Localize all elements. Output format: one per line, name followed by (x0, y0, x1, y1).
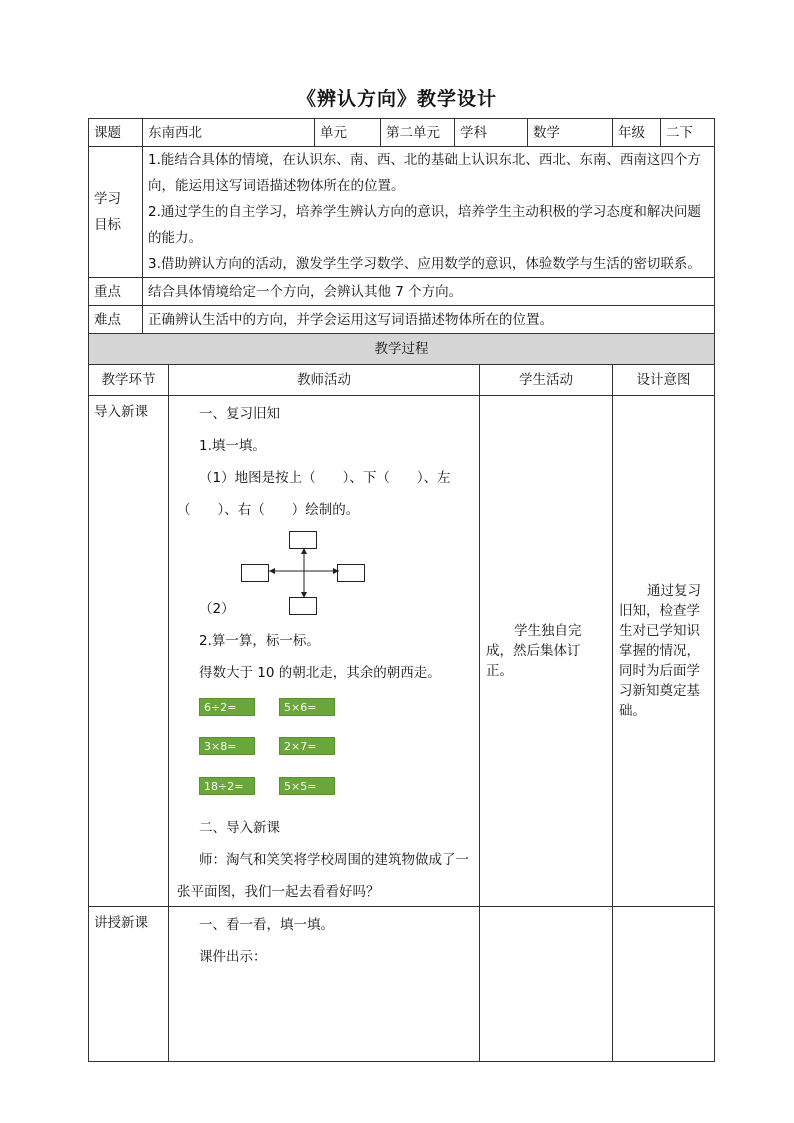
key-point-text: 结合具体情境给定一个方向，会辨认其他 7 个方向。 (143, 278, 715, 306)
goal-item: 1.能结合具体的情境，在认识东、南、西、北的基础上认识东北、西北、东南、西南这四个方向，能运用这写词语描述物体所在的位置。 (148, 152, 701, 194)
stage-new: 讲授新课 (89, 907, 169, 1062)
goals-cell (143, 147, 715, 278)
teacher-line: （2） (199, 601, 235, 617)
lesson-plan-table (88, 118, 715, 1062)
col-teacher: 教师活动 (169, 365, 480, 396)
teacher-line: （ ）、右（ ）绘制的。 (177, 502, 360, 518)
calc-card: 18÷2= (199, 777, 255, 795)
goal-item: 3.借助辨认方向的活动，激发学生学习数学、应用数学的意识，体验数学与生活的密切联系。 (148, 256, 701, 272)
teacher-line: 二、导入新课 (199, 820, 280, 836)
grade-label: 年级 (613, 119, 661, 147)
subject-value: 数学 (528, 119, 613, 147)
teacher-line: 2.算一算，标一标。 (199, 633, 320, 649)
unit-label: 单元 (315, 119, 381, 147)
process-header: 教学过程 (89, 334, 715, 365)
calc-card: 5×5= (279, 777, 335, 795)
topic-label: 课题 (89, 119, 143, 147)
unit-value: 第二单元 (381, 119, 455, 147)
calc-card: 5×6= (279, 698, 335, 716)
subject-label: 学科 (455, 119, 528, 147)
teacher-line: 师：淘气和笑笑将学校周围的建筑物做成了一 (199, 852, 469, 868)
difficulty-row (89, 306, 715, 334)
goal-item: 2.通过学生的自主学习，培养学生辨认方向的意识，培养学生主动积极的学习态度和解决问题的能力。 (148, 204, 701, 246)
col-intent: 设计意图 (613, 365, 715, 396)
difficulty-label: 难点 (89, 306, 143, 334)
teacher-line: 1.填一填。 (199, 438, 266, 454)
section-intro-row (89, 396, 715, 907)
column-header-row (89, 365, 715, 396)
topic-value: 东南西北 (143, 119, 315, 147)
calc-card: 6÷2= (199, 698, 255, 716)
key-point-label: 重点 (89, 278, 143, 306)
page-title: 《辨认方向》教学设计 (296, 88, 497, 110)
difficulty-text: 正确辨认生活中的方向，并学会运用这写词语描述物体所在的位置。 (143, 306, 715, 334)
student-activity-new (480, 907, 613, 1062)
goals-row (89, 147, 715, 278)
teacher-line: 张平面图，我们一起去看看好吗？ (177, 884, 380, 900)
teacher-line: 一、复习旧知 (199, 406, 280, 422)
teacher-activity-new (169, 907, 480, 1062)
design-intent-new (613, 907, 715, 1062)
grade-value: 二下 (661, 119, 715, 147)
calc-card: 2×7= (279, 737, 335, 755)
process-header-row (89, 334, 715, 365)
teacher-activity-intro (169, 396, 480, 907)
calc-card: 3×8= (199, 737, 255, 755)
info-row (89, 119, 715, 147)
teacher-line: 课件出示： (199, 949, 267, 965)
goals-label: 学习 目标 (89, 147, 143, 278)
teacher-line: 得数大于 10 的朝北走，其余的朝西走。 (199, 665, 441, 681)
teacher-line: （1）地图是按上（ ）、下（ ）、左 (199, 470, 451, 486)
stage-intro: 导入新课 (89, 396, 169, 907)
cross-arrows-icon (259, 536, 349, 606)
key-point-row (89, 278, 715, 306)
col-student: 学生活动 (480, 365, 613, 396)
design-intent-intro: 通过复习旧知，检查学生对已学知识掌握的情况，同时为后面学习新知奠定基础。 (613, 396, 715, 907)
col-stage: 教学环节 (89, 365, 169, 396)
teacher-line: 一、看一看，填一填。 (199, 917, 334, 933)
section-new-row (89, 907, 715, 1062)
student-activity-intro: 学生独自完成，然后集体订正。 (480, 396, 613, 907)
